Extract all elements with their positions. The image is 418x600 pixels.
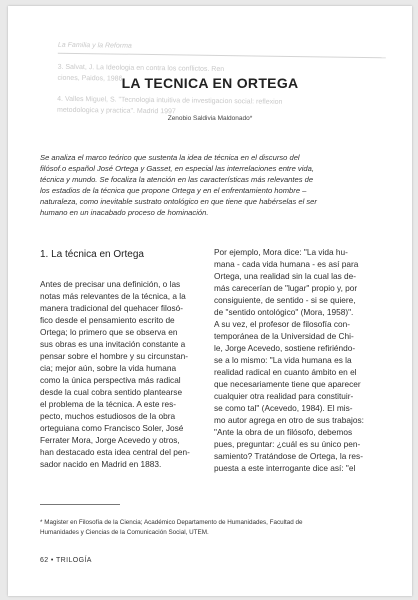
left-column-line: notas más relevantes de la técnica, a la: [40, 291, 186, 301]
right-column-line: mana - cada vida humana - es así para: [214, 259, 359, 269]
left-column-line: han destacado esta idea central del pen-: [40, 447, 190, 457]
section-heading: 1. La técnica en Ortega: [40, 249, 144, 260]
footnote: [40, 518, 390, 537]
right-column-line: samiento? Tratándose de Ortega, la res-: [214, 451, 363, 461]
bleed-line: 3. Salvat, J. La Ideologia en contra los conflictos. Ren: [57, 63, 225, 74]
left-column-line: desde la cual cobra sentido plantearse: [40, 387, 183, 397]
right-column-line: se a lo mismo: "La vida humana es la: [214, 355, 352, 365]
right-column-line: le, Jorge Acevedo, sostiene refiriéndo-: [214, 343, 356, 353]
left-column-line: manera tradicional del quehacer filosó-: [40, 303, 183, 313]
abstract-line: humano en un inacabado proceso de hominación.: [40, 208, 209, 217]
right-column-line: Por ejemplo, Mora dice: "La vida hu-: [214, 247, 348, 257]
abstract-line: técnica y mundo. Se focaliza la atención en las características más relevantes de: [40, 175, 314, 184]
right-column-line: más carecerían de "lugar" propio y, por: [214, 283, 358, 293]
right-column-line: puesta a este interrogante dice así: "el: [214, 463, 356, 473]
bleed-header-rule: [58, 53, 386, 59]
right-column-line: consiguiente, de sentido - si se quiere,: [214, 295, 356, 305]
abstract-line: los estadios de la técnica que propone Ortega y en el enfrentamiento hombre –: [40, 186, 307, 195]
bleed-line: ciones, Paidos, 1986.: [57, 74, 125, 83]
abstract-line: Se analiza el marco teórico que sustenta la idea de técnica en el discurso del: [40, 153, 300, 162]
right-column-line: "Ante la obra de un filósofo, debemos: [214, 427, 353, 437]
left-column-line: el problema de la técnica. A este res-: [40, 399, 177, 409]
right-column-line: pues, preguntar: ¿cuál es su único pen-: [214, 439, 361, 449]
left-column-line: fico desde el pensamiento escrito de: [40, 315, 175, 325]
footnote-line: * Magister en Filosofía de la Ciencia; Académico Departamento de Humanidades, Facultad de: [40, 519, 303, 526]
journal-page: [8, 6, 412, 596]
right-column-line: A su vez, el profesor de filosofía con-: [214, 319, 351, 329]
left-column-line: Ortega; lo primero que se observa en: [40, 327, 178, 337]
right-column-line: realidad radical en cuanto ámbito en el: [214, 367, 357, 377]
abstract-line: naturaleza, como inevitable sustrato ontológico en que tiene que habérselas el ser: [40, 197, 317, 206]
page-folio: 62 • TRILOGÍA: [40, 557, 92, 564]
footnote-line: Humanidades y Ciencias de la Comunicación Social, UTEM.: [40, 528, 209, 536]
footnote-rule: [40, 504, 120, 505]
left-column-line: sador nacido en Madrid en 1883.: [40, 459, 162, 469]
left-column-line: Ferrater Mora, Jorge Acevedo y otros,: [40, 435, 180, 445]
right-column-line: mo autor agrega en otro de sus trabajos:: [214, 415, 364, 425]
right-column-line: que necesariamente tiene que aparecer: [214, 379, 361, 389]
right-column-line: Ortega, una realidad sin la cual las de-: [214, 271, 357, 281]
left-column-line: orteguiana como Francisco Soler, José: [40, 423, 184, 433]
right-column-line: temporánea de la Universidad de Chi-: [214, 331, 354, 341]
right-column-line: se como tal" (Acevedo, 1984). El mis-: [214, 403, 353, 413]
left-column-line: pecto, muchos estudiosos de la obra: [40, 411, 176, 421]
bleed-line: metodologica y practica". Madrid 1997: [56, 106, 176, 116]
right-column-line: de "sentido ontológico" (Mora, 1958)".: [214, 307, 354, 317]
bleed-header: La Familia y la Reforma: [57, 41, 132, 50]
article-abstract: [40, 152, 385, 218]
abstract-line: filósof.o español José Ortega y Gasset, en especial las interrelaciones entre vida,: [40, 164, 314, 173]
left-column-line: sus obras es una invitación constante a: [40, 339, 186, 349]
right-column-line: cualquier otra realidad para constituir-: [214, 391, 354, 401]
left-column-line: cia; mejor aún, sobre la vida humana: [40, 363, 177, 373]
article-title: LA TECNICA EN ORTEGA: [121, 75, 299, 91]
article-author: Zenobio Saldivia Maldonado*: [167, 115, 253, 122]
left-column-line: como la única perspectiva más radical: [40, 375, 181, 385]
left-column-line: Antes de precisar una definición, o las: [40, 279, 181, 289]
bleed-line: 4. Valles Miguel, S. "Tecnologia intuitiva de investigacion social: reflexion: [57, 95, 283, 106]
left-column-line: pensar sobre el hombre y su circunstan-: [40, 351, 189, 361]
